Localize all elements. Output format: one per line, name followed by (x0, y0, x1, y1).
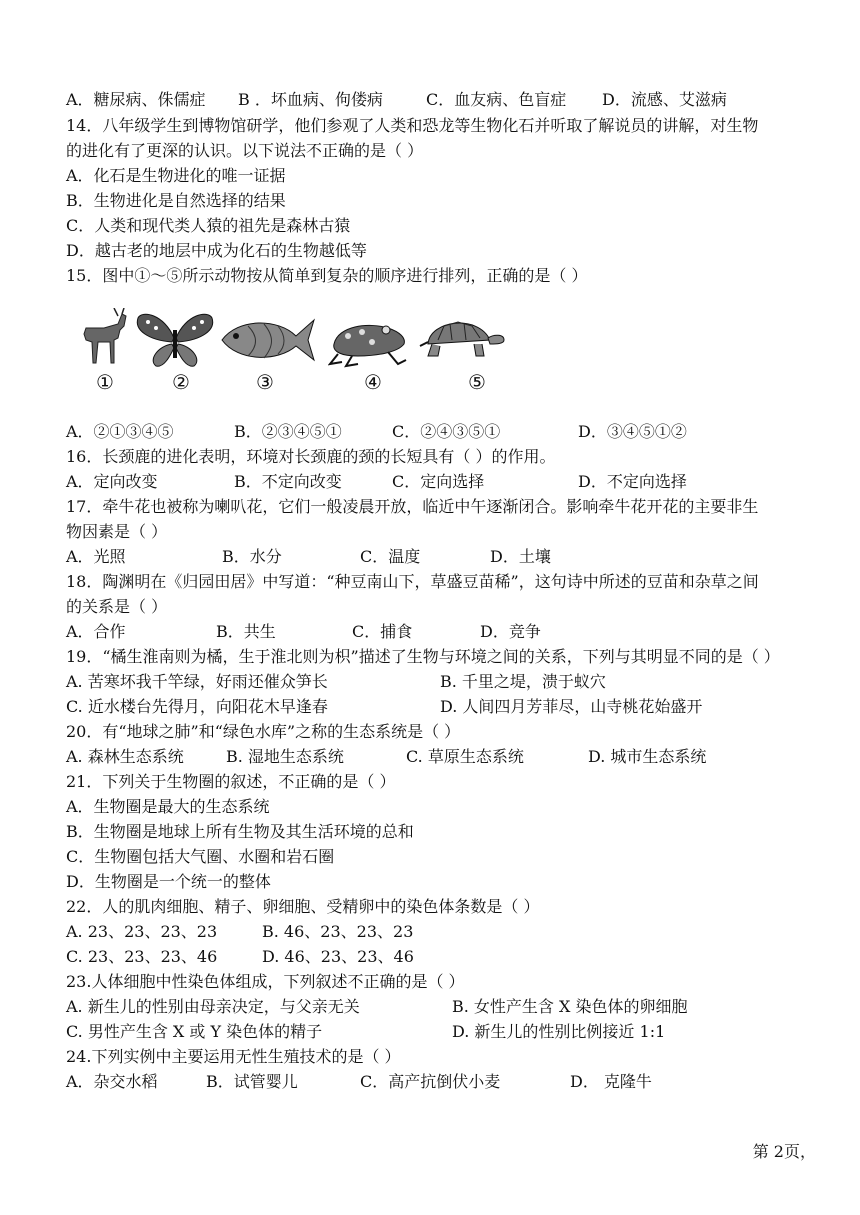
q24-option-b: B．试管婴儿 (206, 1072, 298, 1091)
q22-option-b: B. 46、23、23、23 (262, 922, 414, 941)
q18-stem-line1: 18．陶渊明在《归园田居》中写道：“种豆南山下，草盛豆苗稀”，这句诗中所述的豆苗和杂草之间 (66, 572, 759, 591)
q21-option-d: D．生物圈是一个统一的整体 (66, 872, 271, 891)
q23-stem: 23.人体细胞中性染色体组成，下列叙述不正确的是（ ） (66, 972, 465, 991)
q15-option-a: A．②①③④⑤ (66, 422, 174, 441)
figure-label-5: ⑤ (468, 370, 486, 394)
figure-label-2: ② (172, 370, 190, 394)
q15-animal-figure (66, 300, 506, 415)
q18-option-a: A．合作 (66, 622, 126, 641)
q18-option-c: C．捕食 (352, 622, 413, 641)
q22-option-c: C. 23、23、23、46 (66, 947, 218, 966)
q16-option-b: B．不定向改变 (234, 472, 342, 491)
q16-option-c: C．定向选择 (392, 472, 485, 491)
q17-stem-line2: 物因素是（ ） (66, 522, 168, 541)
q20-stem: 20．有“地球之肺”和“绿色水库”之称的生态系统是（ ） (66, 722, 461, 741)
q15-stem: 15．图中①～⑤所示动物按从简单到复杂的顺序进行排列，正确的是（ ） (66, 266, 588, 285)
q23-option-b: B. 女性产生含 X 染色体的卵细胞 (452, 997, 688, 1016)
q13-option-b: B ．坏血病、佝偻病 (238, 90, 383, 109)
q21-option-a: A．生物圈是最大的生态系统 (66, 797, 270, 816)
q23-option-a: A. 新生儿的性别由母亲决定，与父亲无关 (66, 997, 360, 1016)
q19-option-d: D. 人间四月芳菲尽，山寺桃花始盛开 (440, 697, 703, 716)
q23-option-d: D. 新生儿的性别比例接近 1:1 (452, 1022, 666, 1041)
q16-option-a: A．定向改变 (66, 472, 158, 491)
q14-option-b: B．生物进化是自然选择的结果 (66, 191, 286, 210)
q22-stem: 22．人的肌肉细胞、精子、卵细胞、受精卵中的染色体条数是（ ） (66, 897, 540, 916)
q14-option-a: A．化石是生物进化的唯一证据 (66, 166, 286, 185)
q21-stem: 21．下列关于生物圈的叙述，不正确的是（ ） (66, 772, 396, 791)
figure-label-4: ④ (364, 370, 382, 394)
q18-stem-line2: 的关系是（ ） (66, 597, 168, 616)
turtle-icon (418, 310, 506, 365)
butterfly-icon (134, 310, 216, 370)
q24-option-d: D． 克隆牛 (570, 1072, 652, 1091)
q17-option-b: B．水分 (222, 547, 282, 566)
q15-option-b: B．②③④⑤① (234, 422, 342, 441)
q17-stem-line1: 17．牵牛花也被称为喇叭花，它们一般凌晨开放，临近中午逐渐闭合。影响牵牛花开花的主要非生 (66, 497, 759, 516)
page-number: 第 2页， (752, 1142, 816, 1161)
q13-option-d: D．流感、艾滋病 (602, 90, 727, 109)
q20-option-d: D. 城市生态系统 (588, 747, 707, 766)
q17-option-c: C．温度 (360, 547, 421, 566)
q24-option-a: A．杂交水稻 (66, 1072, 158, 1091)
q22-option-a: A. 23、23、23、23 (66, 922, 218, 941)
q21-option-c: C．生物圈包括大气圈、水圈和岩石圈 (66, 847, 335, 866)
figure-label-1: ① (96, 370, 114, 394)
fish-icon (218, 312, 318, 367)
frog-icon (328, 314, 410, 369)
q18-option-d: D．竞争 (480, 622, 541, 641)
figure-label-3: ③ (256, 370, 274, 394)
q21-option-b: B．生物圈是地球上所有生物及其生活环境的总和 (66, 822, 414, 841)
q19-option-b: B. 千里之堤，溃于蚁穴 (440, 672, 606, 691)
q20-option-a: A. 森林生态系统 (66, 747, 184, 766)
q20-option-c: C. 草原生态系统 (406, 747, 524, 766)
q19-option-c: C. 近水楼台先得月，向阳花木早逢春 (66, 697, 328, 716)
q19-option-a: A. 苦寒坏我千竿绿，好雨还催众笋长 (66, 672, 328, 691)
q13-option-a: A．糖尿病、侏儒症 (66, 90, 206, 109)
q14-stem-line1: 14．八年级学生到博物馆研学，他们参观了人类和恐龙等生物化石并听取了解说员的讲解，对生物 (66, 116, 759, 135)
q23-option-c: C. 男性产生含 X 或 Y 染色体的精子 (66, 1022, 323, 1041)
q15-option-c: C．②④③⑤① (392, 422, 501, 441)
q15-option-d: D．③④⑤①② (578, 422, 687, 441)
q13-option-c: C．血友病、色盲症 (426, 90, 567, 109)
q20-option-b: B. 湿地生态系统 (226, 747, 344, 766)
q14-option-d: D．越古老的地层中成为化石的生物越低等 (66, 241, 367, 260)
q14-option-c: C．人类和现代类人猿的祖先是森林古猿 (66, 216, 351, 235)
q17-option-d: D．土壤 (490, 547, 551, 566)
q18-option-b: B．共生 (216, 622, 276, 641)
goat-icon (74, 308, 129, 368)
q24-option-c: C．高产抗倒伏小麦 (360, 1072, 501, 1091)
q19-stem: 19．“橘生淮南则为橘，生于淮北则为枳”描述了生物与环境之间的关系，下列与其明显不同的是（ ） (66, 647, 780, 666)
q16-option-d: D．不定向选择 (578, 472, 687, 491)
q14-stem-line2: 的进化有了更深的认识。以下说法不正确的是（ ） (66, 141, 424, 160)
q17-option-a: A．光照 (66, 547, 126, 566)
q16-stem: 16．长颈鹿的进化表明，环境对长颈鹿的颈的长短具有（ ）的作用。 (66, 447, 556, 466)
q24-stem: 24.下列实例中主要运用无性生殖技术的是（ ） (66, 1047, 401, 1066)
q22-option-d: D. 46、23、23、46 (262, 947, 414, 966)
